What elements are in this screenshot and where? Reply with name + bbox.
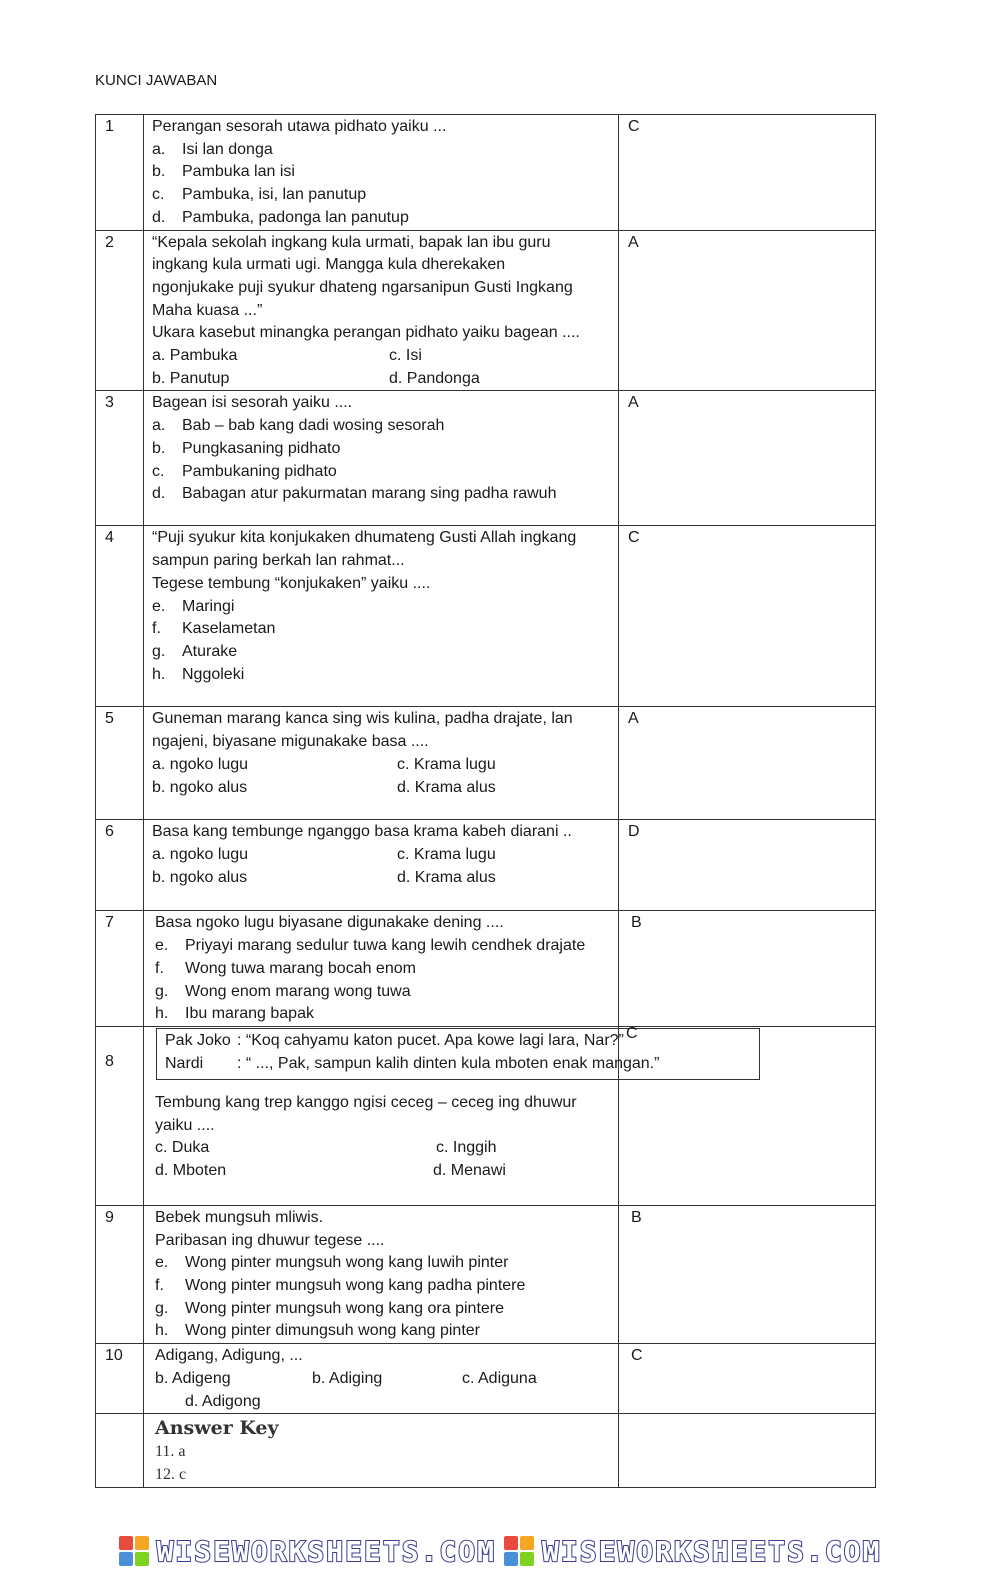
question-text: “Puji syukur kita konjukaken dhumateng Gusti Allah ingkang sampun paring berkah lan rahmat... Tegese tembung “konjukaken” yaiku .... e. Maringi f. Kaselametan g. Aturake h. Nggoleki [144, 526, 619, 707]
option: c. Pambukaning pidhato [152, 462, 337, 480]
watermark-text: WISEWORKSHEETS.COM [542, 1534, 882, 1568]
option: h. Wong pinter dimungsuh wong kang pinter [155, 1322, 480, 1340]
answer-key [144, 1414, 619, 1487]
logo-tile [520, 1552, 534, 1566]
answer-key-table [95, 114, 876, 1488]
option: c. Pambuka, isi, lan panutup [152, 186, 367, 204]
page-title: KUNCI JAWABAN [95, 72, 218, 89]
question-number: 4 [96, 526, 144, 707]
option: d. Babagan atur pakurmatan marang sing padha rawuh [152, 485, 557, 503]
option: b. Panutup d. Pandonga [152, 369, 480, 387]
question-text: Pak Joko : “Koq cahyamu katon pucet. Apa kowe lagi lara, Nar?” Nardi : “ ..., Pak, sampun kalih dinten kula mboten enak mangan.” Tembung kang trep kanggo ngisi ceceg – ceceg ing dhuwur yaiku .... c. Duka c. Inggih d. Mboten d. Menawi [144, 1026, 619, 1205]
answer-cell: C [619, 115, 876, 231]
question-text: Basa kang tembunge nganggo basa krama kabeh diarani .. a. ngoko lugu c. Krama lugu b. ngoko alus d. Krama alus [144, 820, 619, 911]
option: b. Pambuka lan isi [152, 163, 295, 181]
answer-cell [619, 1414, 876, 1487]
option: a. Bab – bab kang dadi wosing sesorah [152, 417, 445, 435]
option: a. Isi lan donga [152, 140, 273, 158]
answer-cell: B [619, 911, 876, 1027]
question-text: Adigang, Adigung, ... b. Adigeng b. Adiging c. Adiguna d. Adigong [144, 1344, 619, 1414]
question-number: 6 [96, 820, 144, 911]
watermark-text: WISEWORKSHEETS.COM [156, 1534, 496, 1568]
table-row [96, 230, 876, 391]
answer-cell: A [619, 707, 876, 820]
logo-tile [504, 1552, 518, 1566]
table-row [96, 1205, 876, 1343]
option: d. Mboten d. Menawi [155, 1162, 506, 1180]
option: e. Priyayi marang sedulur tuwa kang lewih cendhek drajate [155, 937, 586, 955]
answer-cell: C [619, 1344, 876, 1414]
dialog-box [156, 1028, 760, 1080]
table-row [96, 526, 876, 707]
option: g. Aturake [152, 642, 238, 660]
logo-tile [135, 1536, 149, 1550]
answer-cell: A [619, 391, 876, 526]
option: f. Wong tuwa marang bocah enom [155, 959, 416, 977]
question-text: “Kepala sekolah ingkang kula urmati, bapak lan ibu guru ingkang kula urmati ugi. Mangga kula dherekaken ngonjukake puji syukur dhateng ngarsanipun Gusti Ingkang Maha kuasa ...” Ukara kasebut minangka perangan pidhato yaiku bagean .... a. Pambuka c. Isi b. Panutup d. Pandonga [144, 230, 619, 391]
watermark-logo-icon [119, 1536, 149, 1566]
table-row [96, 1414, 876, 1487]
table-row [96, 391, 876, 526]
logo-tile [520, 1536, 534, 1550]
option: e. Maringi [152, 597, 235, 615]
answer-cell: C [619, 526, 876, 707]
table-row [96, 1026, 876, 1205]
question-number [96, 1414, 144, 1487]
answer-key-item: 12. c [155, 1465, 187, 1483]
question-number: 8 [96, 1026, 144, 1205]
option: a. ngoko lugu c. Krama lugu [152, 755, 496, 773]
dialog-line: Pak Joko : “Koq cahyamu katon pucet. Apa kowe lagi lara, Nar?” [165, 1031, 624, 1049]
answer-cell: A [619, 230, 876, 391]
question-text: Perangan sesorah utawa pidhato yaiku ... a. Isi lan donga b. Pambuka lan isi c. Pambuka, isi, lan panutup d. Pambuka, padonga lan panutup [144, 115, 619, 231]
question-text: Basa ngoko lugu biyasane digunakake dening .... e. Priyayi marang sedulur tuwa kang lewih cendhek drajate f. Wong tuwa marang bocah enom g. Wong enom marang wong tuwa h. Ibu marang bapak [144, 911, 619, 1027]
option: g. Wong enom marang wong tuwa [155, 982, 411, 1000]
option: h. Nggoleki [152, 665, 245, 683]
option: b. Adigeng b. Adiging c. Adiguna [155, 1369, 537, 1387]
option: h. Ibu marang bapak [155, 1005, 314, 1023]
question-text: Bagean isi sesorah yaiku .... a. Bab – bab kang dadi wosing sesorah b. Pungkasaning pidhato c. Pambukaning pidhato d. Babagan atur pakurmatan marang sing padha rawuh [144, 391, 619, 526]
option: b. ngoko alus d. Krama alus [152, 778, 496, 796]
option: f. Wong pinter mungsuh wong kang padha pintere [155, 1277, 526, 1295]
option: e. Wong pinter mungsuh wong kang luwih pinter [155, 1254, 509, 1272]
answer-cell: D [619, 820, 876, 911]
option: b. ngoko alus d. Krama alus [152, 868, 496, 886]
table-row [96, 911, 876, 1027]
answer-cell: B [619, 1205, 876, 1343]
option: g. Wong pinter mungsuh wong kang ora pintere [155, 1299, 505, 1317]
question-text: Bebek mungsuh mliwis. Paribasan ing dhuwur tegese .... e. Wong pinter mungsuh wong kang luwih pinter f. Wong pinter mungsuh wong kang padha pintere g. Wong pinter mungsuh wong kang ora pintere h. Wong pinter dimungsuh wong kang pinter [144, 1205, 619, 1343]
question-number: 5 [96, 707, 144, 820]
answer-key-item: 11. a [155, 1443, 186, 1461]
option: c. Duka c. Inggih [155, 1139, 497, 1157]
question-number: 1 [96, 115, 144, 231]
table-row [96, 115, 876, 231]
question-number: 7 [96, 911, 144, 1027]
question-number: 2 [96, 230, 144, 391]
question-text: Guneman marang kanca sing wis kulina, padha drajate, lan ngajeni, biyasane migunakake basa .... a. ngoko lugu c. Krama lugu b. ngoko alus d. Krama alus [144, 707, 619, 820]
dialog-line: Nardi : “ ..., Pak, sampun kalih dinten kula mboten enak mangan.” [165, 1054, 660, 1072]
logo-tile [504, 1536, 518, 1550]
logo-tile [135, 1552, 149, 1566]
table-row [96, 1344, 876, 1414]
answer-8-label: C [626, 1025, 638, 1042]
table-row [96, 820, 876, 911]
question-number: 3 [96, 391, 144, 526]
option: b. Pungkasaning pidhato [152, 439, 341, 457]
question-number: 9 [96, 1205, 144, 1343]
table-row [96, 707, 876, 820]
logo-tile [119, 1552, 133, 1566]
watermark [0, 1532, 1000, 1570]
answer-key-title: Answer Key [155, 1417, 279, 1440]
watermark-logo-icon [504, 1536, 534, 1566]
option: a. Pambuka c. Isi [152, 347, 422, 365]
logo-tile [119, 1536, 133, 1550]
option: a. ngoko lugu c. Krama lugu [152, 846, 496, 864]
question-number: 10 [96, 1344, 144, 1414]
option: d. Adigong [185, 1392, 261, 1410]
option: f. Kaselametan [152, 620, 276, 638]
option: d. Pambuka, padonga lan panutup [152, 208, 409, 226]
